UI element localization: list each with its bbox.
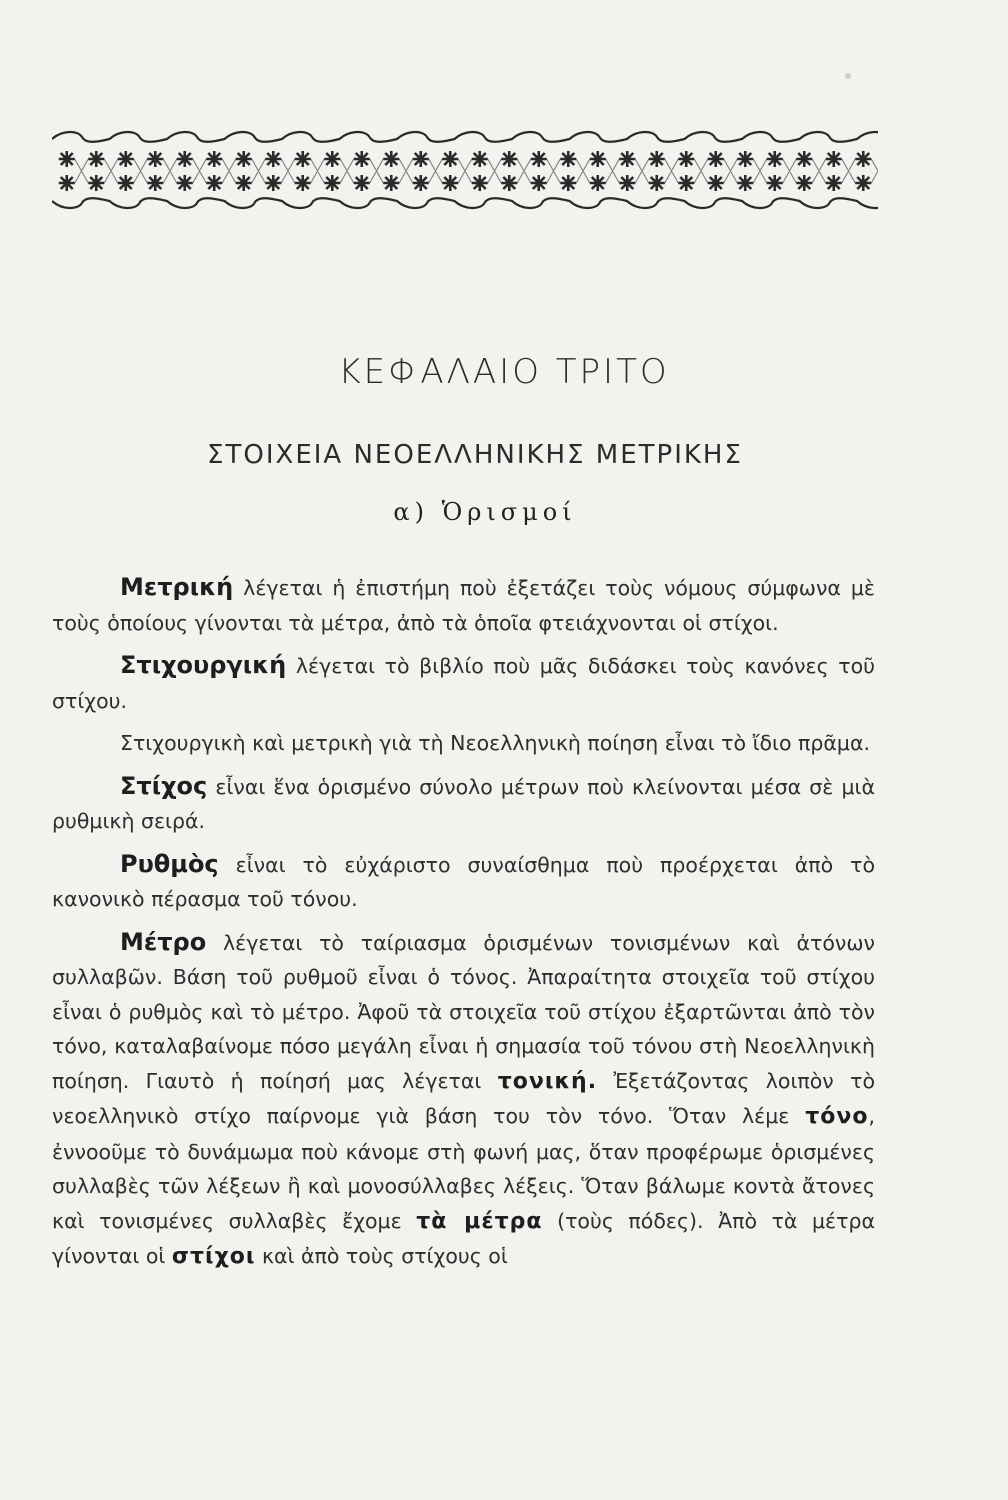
ornament-star-icon (295, 175, 311, 191)
ornament-star-icon (206, 175, 222, 191)
paragraph-text: λέγεται τὸ ταίριασμα ὁρισμένων τονισμένων καὶ ἀτόνων συλλαβῶν. Βάση τοῦ ρυθμοῦ εἶναι ὁ τόνος. Ἀπαραίτητα στοιχεῖα τοῦ στίχου εἶναι ὁ ρυθμὸς καὶ τὸ μέτρο. Ἀφοῦ τὰ στοιχεῖα τοῦ στίχου ἐξαρτῶνται ἀπὸ τὸν τόνο, καταλαβαίνομε πόσο μεγάλη εἶναι ἡ σημασία τοῦ τόνου στὴ Νεοελληνικὴ ποίηση. Γιαυτὸ ἡ ποίησή μας λέγεται (52, 930, 875, 1093)
ornament-star-icon (737, 175, 753, 191)
ornament-star-icon (590, 175, 606, 191)
paragraph-text: Στιχουργικὴ καὶ μετρικὴ γιὰ τὴ Νεοελληνικὴ ποίηση εἶναι τὸ ἴδιο πρᾶμα. (120, 731, 870, 755)
ornament-star-icon (236, 175, 252, 191)
paragraph-text: εἶναι τὸ εὐχάριστο συναίσθημα ποὺ προέρχεται ἀπὸ τὸ κανονικὸ πέρασμα τοῦ τόνου. (52, 852, 875, 911)
ornament-star-icon (383, 151, 399, 167)
ornament-star-icon (118, 175, 134, 191)
paragraph-text: εἶναι ἕνα ὁρισμένο σύνολο μέτρων ποὺ κλείνονται μέσα σὲ μιὰ ρυθμικὴ σειρά. (52, 774, 875, 833)
ornament-star-icon (826, 175, 842, 191)
term-stichourgiki: Στιχουργική (120, 651, 287, 679)
ornament-star-icon (59, 151, 75, 167)
ornament-star-icon (413, 151, 429, 167)
ornament-scroll-line (52, 198, 878, 208)
ornament-star-icon (59, 175, 75, 191)
ornament-star-icon (206, 151, 222, 167)
ornament-star-icon (177, 175, 193, 191)
paragraph-text: Ἐξετάζοντας λοιπὸν τὸ νεοελληνικὸ στίχο παίρνομε γιὰ βάση του τὸν τόνο. Ὅταν λέμε (52, 1068, 875, 1128)
ornament-star-icon (826, 151, 842, 167)
ornament-star-icon (767, 151, 783, 167)
ornament-star-icon (767, 175, 783, 191)
emphasis-stichoi: στίχοι (171, 1244, 256, 1269)
subsection-title: α) Ὁρισμοί (393, 498, 577, 526)
emphasis-ta-metra: τὰ μέτρα (416, 1208, 543, 1234)
emphasis-toniki: τονική. (497, 1068, 598, 1094)
ornament-star-icon (88, 151, 104, 167)
ornament-star-icon (708, 175, 724, 191)
ornament-star-icon (472, 151, 488, 167)
term-stichos: Στίχος (120, 771, 208, 800)
ornament-star-icon (560, 151, 576, 167)
ornament-star-icon (708, 151, 724, 167)
ornament-star-icon (501, 175, 517, 191)
ornament-star-icon (177, 151, 193, 167)
paragraph-text: (τοὺς πόδες). Ἀπὸ τὰ μέτρα γίνονται οἱ (52, 1208, 876, 1268)
term-metriki: Μετρική (120, 573, 234, 601)
ornament-star-icon (855, 175, 871, 191)
ornament-star-icon (354, 151, 370, 167)
term-metro: Μέτρο (120, 927, 207, 956)
ornament-star-icon (295, 151, 311, 167)
ornament-star-icon (472, 175, 488, 191)
body-text (52, 570, 875, 1283)
ornament-star-icon (649, 151, 665, 167)
paragraph-text: καὶ ἀπὸ τοὺς στίχους οἱ (255, 1244, 508, 1268)
ornament-star-icon (324, 151, 340, 167)
ornament-star-icon (147, 175, 163, 191)
ornament-star-icon (678, 151, 694, 167)
paragraph-text: λέγεται τὸ βιβλίο ποὺ μᾶς διδάσκει τοὺς κανόνες τοῦ στίχου. (52, 654, 875, 713)
ornament-star-icon (855, 151, 871, 167)
ornament-star-icon (501, 151, 517, 167)
paragraph-rythmos (52, 847, 875, 917)
ornament-star-icon (383, 175, 399, 191)
ornament-star-icon (649, 175, 665, 191)
ornament-star-icon (147, 151, 163, 167)
ornament-star-icon (531, 151, 547, 167)
ornament-star-icon (265, 151, 281, 167)
ornament-star-icon (354, 175, 370, 191)
ornament-star-icon (413, 175, 429, 191)
paragraph-same-thing (52, 726, 875, 761)
ornament-star-icon (796, 151, 812, 167)
ornament-star-icon (619, 151, 635, 167)
page-speck (845, 73, 851, 79)
ornament-star-icon (619, 175, 635, 191)
paragraph-text: λέγεται ἡ ἐπιστήμη ποὺ ἐξετάζει τοὺς νόμους σύμφωνα μὲ τοὺς ὁποίους γίνονται τὰ μέτρα, ἀπὸ τὰ ὁποῖα φτειάχνονται οἱ στίχοι. (52, 576, 875, 635)
term-rythmos: Ρυθμὸς (120, 849, 219, 878)
ornament-star-icon (88, 175, 104, 191)
ornament-star-icon (324, 175, 340, 191)
paragraph-stichourgiki (52, 648, 875, 718)
emphasis-tono: τόνο (805, 1104, 869, 1129)
paragraph-metrics (52, 570, 875, 640)
ornament-scroll-line (52, 132, 878, 142)
ornament-star-icon (442, 175, 458, 191)
ornament-star-icon (560, 175, 576, 191)
ornament-star-icon (531, 175, 547, 191)
ornament-star-icon (737, 151, 753, 167)
section-title: ΣΤΟΙΧΕΙΑ ΝΕΟΕΛΛΗΝΙΚΗΣ ΜΕΤΡΙΚΗΣ (207, 440, 743, 470)
paragraph-metro (52, 925, 875, 1275)
ornament-star-icon (590, 151, 606, 167)
decorative-border-icon (52, 125, 878, 210)
ornament-star-icon (796, 175, 812, 191)
chapter-title: ΚΕΦΑΛΑΙΟ ΤΡΙΤΟ (338, 352, 670, 392)
ornament-star-icon (442, 151, 458, 167)
paragraph-stichos (52, 769, 875, 839)
ornament-star-icon (678, 175, 694, 191)
paragraph-text: , ἐννοοῦμε τὸ δυνάμωμα ποὺ κάνομε στὴ φωνή μας, ὅταν προφέρωμε ὁρισμένες συλλαβὲς τῶν λέξεων ἢ καὶ μονοσύλλαβες λέξεις. Ὅταν βάλωμε κοντὰ ἄτονες καὶ τονισμένες συλλαβὲς ἔχομε (52, 1104, 875, 1233)
ornament-star-icon (265, 175, 281, 191)
ornament-star-icon (236, 151, 252, 167)
ornament-star-icon (118, 151, 134, 167)
